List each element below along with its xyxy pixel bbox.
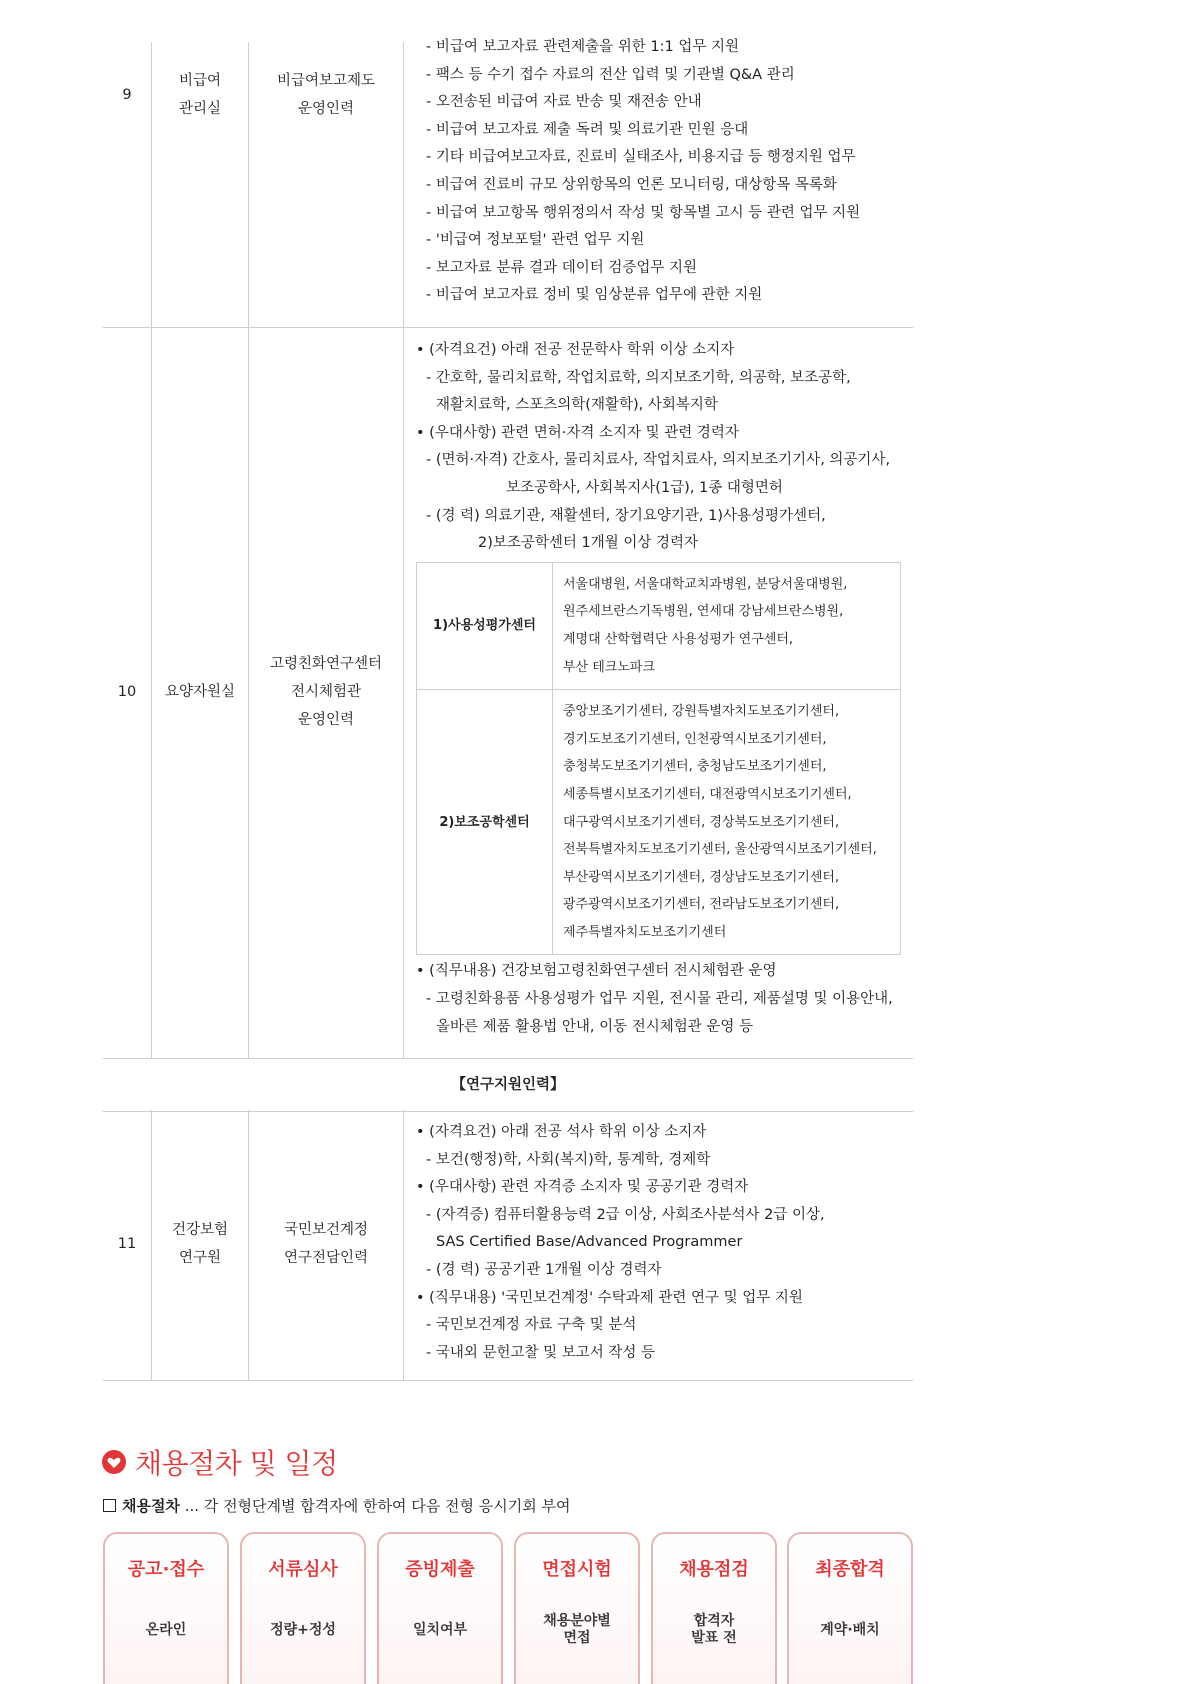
description-line: - (경 력) 공공기관 1개월 이상 경력자 (426, 1261, 662, 1278)
checkbox-square-icon (103, 1499, 116, 1512)
process-label: 채용절차 (122, 1497, 180, 1515)
department-line: 연구원 (178, 1249, 222, 1266)
table-row (103, 328, 913, 1058)
description-line: - 간호학, 물리치료학, 작업치료학, 의지보조기학, 의공학, 보조공학, (426, 369, 851, 386)
step-description: 온라인 (145, 1621, 187, 1638)
center-name-line: 부산 테크노파크 (563, 659, 656, 675)
job-title-cell (249, 42, 404, 327)
department-cell (152, 1110, 249, 1380)
step-description: 채용분야별 면접 (543, 1613, 611, 1646)
job-title-line: 전시체험관 (290, 683, 362, 700)
process-description (103, 1494, 570, 1518)
job-title-cell (249, 1110, 404, 1380)
step-description: 계약·배치 (820, 1621, 880, 1638)
row-number: 11 (103, 1110, 152, 1380)
description-line: - 비급여 보고항목 행위정의서 작성 및 항목별 고시 등 관련 업무 지원 (426, 204, 861, 221)
row-number: 9 (103, 42, 152, 327)
description-line: - 국내외 문헌고찰 및 보고서 작성 등 (426, 1344, 655, 1361)
process-step (377, 1532, 503, 1684)
center-name-line: 경기도보조기기센터, 인천광역시보조기기센터, (563, 731, 827, 747)
department-line: 요양자원실 (164, 683, 236, 700)
description-line: - 보건(행정)학, 사회(복지)학, 통계학, 경제학 (426, 1151, 711, 1168)
department-cell (152, 328, 249, 1058)
description-line: • (자격요건) 아래 전공 전문학사 학위 이상 소지자 (416, 342, 735, 358)
process-step (651, 1532, 777, 1684)
description-line: • (직무내용) 건강보험고령친화연구센터 전시체험관 운영 (416, 963, 777, 980)
department-cell (152, 42, 249, 327)
description-line: - 비급여 보고자료 제출 독려 및 의료기관 민원 응대 (426, 121, 749, 138)
description-line: - 국민보건계정 자료 구축 및 분석 (426, 1317, 637, 1334)
center-name-line: 광주광역시보조기기센터, 전라남도보조기기센터, (563, 897, 840, 913)
table-row (103, 1110, 913, 1380)
department-line: 비급여 (178, 73, 222, 89)
job-table-row-10 (103, 328, 913, 1059)
description-line: • (우대사항) 관련 면허·자격 소지자 및 관련 경력자 (416, 424, 739, 441)
step-title: 채용점검 (679, 1559, 749, 1580)
step-description: 정량+정성 (270, 1621, 336, 1638)
center-name-line: 제주특별자치도보조기기센터 (563, 924, 727, 940)
job-description-cell (404, 1110, 914, 1380)
center-list-table (416, 562, 901, 956)
center-name-line: 계명대 산학협력단 사용성평가 연구센터, (563, 631, 794, 647)
description-line: - 비급여 보고자료 관련제출을 위한 1:1 업무 지원 (426, 39, 739, 55)
job-title-cell (249, 328, 404, 1058)
center-type-label: 2)보조공학센터 (417, 690, 553, 955)
department-line: 관리실 (178, 100, 222, 117)
step-title: 서류심사 (268, 1559, 338, 1580)
center-list-row (417, 562, 901, 689)
description-line: - 비급여 진료비 규모 상위항목의 언론 모니터링, 대상항목 목록화 (426, 176, 837, 193)
job-title-line: 운영인력 (297, 711, 355, 728)
center-names (553, 562, 901, 689)
heart-bullet-icon (101, 1449, 127, 1475)
center-list-row (417, 690, 901, 955)
center-names (553, 690, 901, 955)
center-name-line: 전북특별자치도보조기기센터, 울산광역시보조기기센터, (563, 842, 877, 858)
center-name-line: 중앙보조기기센터, 강원특별자치도보조기기센터, (563, 704, 840, 720)
process-section-title: 채용절차 및 일정 (135, 1447, 338, 1480)
step-title: 면접시험 (542, 1559, 612, 1580)
description-line: - 보고자료 분류 결과 데이터 검증업무 지원 (426, 259, 698, 276)
description-line: - (면허·자격) 간호사, 물리치료사, 작업치료사, 의지보조기기사, 의공기사, (426, 452, 891, 469)
description-line: 재활치료학, 스포츠의학(재활학), 사회복지학 (436, 397, 718, 414)
center-name-line: 충청북도보조기기센터, 충청남도보조기기센터, (563, 759, 827, 775)
center-name-line: 세종특별시보조기기센터, 대전광역시보조기기센터, (563, 786, 852, 802)
description-line: - 고령친화용품 사용성평가 업무 지원, 전시물 관리, 제품설명 및 이용안내, (426, 991, 893, 1008)
job-table-row-11 (103, 1110, 913, 1381)
job-description-cell (404, 39, 914, 327)
description-line: - 비급여 보고자료 정비 및 임상분류 업무에 관한 지원 (426, 287, 763, 304)
description-line: 보조공학사, 사회복지사(1급), 1종 대형면허 (506, 479, 783, 496)
step-description: 일치여부 (412, 1621, 468, 1638)
description-line: - 팩스 등 수기 접수 자료의 전산 입력 및 기관별 Q&A 관리 (426, 66, 795, 83)
process-step (240, 1532, 366, 1684)
description-line: • (자격요건) 아래 전공 석사 학위 이상 소지자 (416, 1124, 707, 1140)
process-step (103, 1532, 229, 1684)
center-name-line: 대구광역시보조기기센터, 경상북도보조기기센터, (563, 814, 840, 830)
step-title: 공고·접수 (127, 1559, 205, 1580)
process-steps (103, 1532, 913, 1684)
process-section-header (101, 1440, 338, 1484)
process-note: ... 각 전형단계별 합격자에 한하여 다음 전형 응시기회 부여 (179, 1497, 571, 1515)
job-title-line: 비급여보고제도 (276, 73, 376, 89)
description-line: - 기타 비급여보고자료, 진료비 실태조사, 비용지급 등 행정지원 업무 (426, 149, 856, 166)
job-title-line: 연구전담인력 (283, 1249, 369, 1266)
center-type-label: 1)사용성평가센터 (417, 562, 553, 689)
research-section-title: 【연구지원인력】 (103, 1058, 913, 1112)
description-line: - 오전송된 비급여 자료 반송 및 재전송 안내 (426, 94, 702, 111)
job-title-line: 운영인력 (297, 100, 355, 117)
step-description: 합격자 발표 전 (691, 1613, 737, 1646)
description-line: • (우대사항) 관련 자격증 소지자 및 공공기관 경력자 (416, 1179, 749, 1196)
description-line: 2)보조공학센터 1개월 이상 경력자 (478, 535, 699, 552)
description-line: - (자격증) 컴퓨터활용능력 2급 이상, 사회조사분석사 2급 이상, (426, 1206, 825, 1223)
job-title-line: 국민보건계정 (283, 1222, 369, 1239)
row-number: 10 (103, 328, 152, 1058)
step-title: 증빙제출 (405, 1559, 475, 1580)
step-title: 최종합격 (815, 1559, 885, 1580)
job-description-cell (404, 328, 914, 1058)
center-name-line: 원주세브란스기독병원, 연세대 강남세브란스병원, (563, 604, 844, 620)
job-table-row-9 (103, 39, 913, 328)
process-step (514, 1532, 640, 1684)
job-title-line: 고령친화연구센터 (269, 656, 383, 673)
department-line: 건강보험 (171, 1222, 229, 1239)
center-name-line: 서울대병원, 서울대학교치과병원, 분당서울대병원, (563, 576, 848, 592)
description-line: SAS Certified Base/Advanced Programmer (436, 1234, 743, 1251)
process-step (787, 1532, 913, 1684)
center-name-line: 부산광역시보조기기센터, 경상남도보조기기센터, (563, 869, 840, 885)
table-row (103, 42, 913, 327)
description-line: - (경 력) 의료기관, 재활센터, 장기요양기관, 1)사용성평가센터, (426, 507, 826, 524)
description-line: 올바른 제품 활용법 안내, 이동 전시체험관 운영 등 (436, 1018, 754, 1035)
description-line: • (직무내용) '국민보건계정' 수탁과제 관련 연구 및 업무 지원 (416, 1289, 803, 1306)
description-line: - '비급여 정보포털' 관련 업무 지원 (426, 232, 645, 249)
